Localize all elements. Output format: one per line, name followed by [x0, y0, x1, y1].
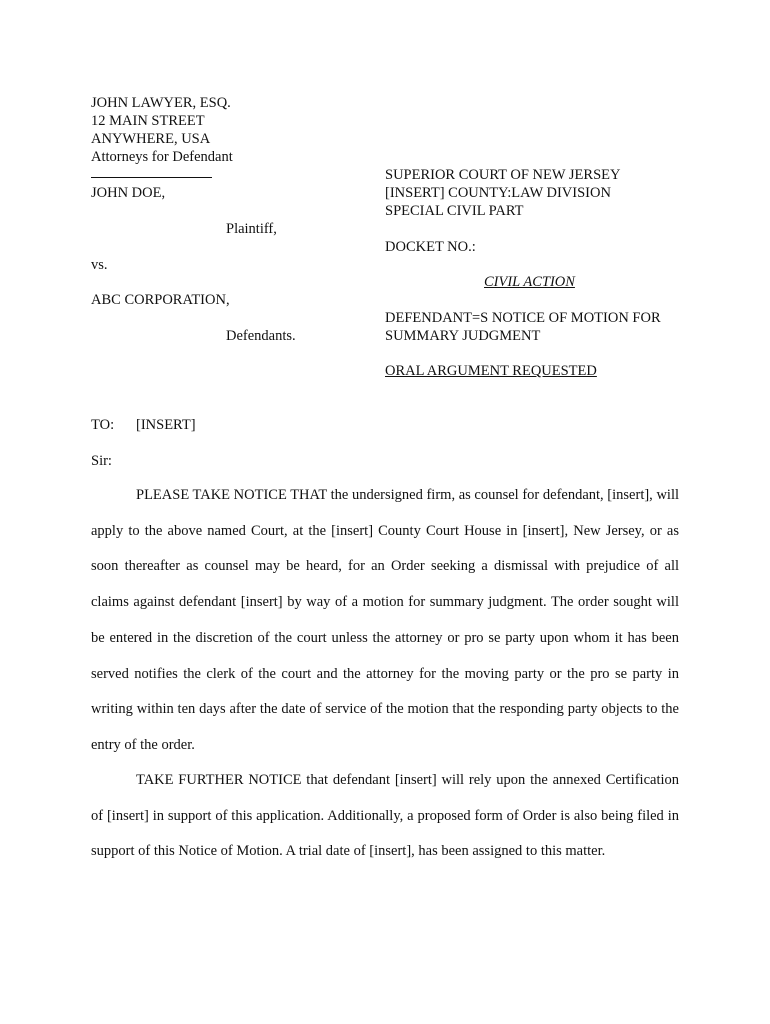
- notice-paragraph-2: TAKE FURTHER NOTICE that defendant [insert] will rely upon the annexed Certification of [insert] in support of this application. Additionally, a proposed form of Order is also being filed in support of this Notice of Motion. A trial date of [insert], has been assigned to this matter.: [91, 772, 679, 860]
- court-part: SPECIAL CIVIL PART: [385, 203, 524, 219]
- plaintiff-label: Plaintiff,: [226, 221, 277, 237]
- attorney-city: ANYWHERE, USA: [91, 131, 211, 147]
- signature-rule: [91, 177, 212, 178]
- court-county: [INSERT] COUNTY:LAW DIVISION: [385, 185, 611, 201]
- defendant-name: ABC CORPORATION,: [91, 292, 230, 308]
- docket-number: DOCKET NO.:: [385, 239, 476, 255]
- attorney-name: JOHN LAWYER, ESQ.: [91, 95, 231, 111]
- versus-text: vs.: [91, 257, 108, 273]
- civil-action-label: CIVIL ACTION: [484, 274, 575, 290]
- motion-title-line2: SUMMARY JUDGMENT: [385, 328, 541, 344]
- notice-paragraph-1: PLEASE TAKE NOTICE THAT the undersigned firm, as counsel for defendant, [insert], will apply to the above named Court, at the [insert] County Court House in [insert], New Jersey, or as soon thereafter as counsel may be heard, for an Order seeking a dismissal with prejudice of all claims against defendant [insert] by way of a motion for summary judgment. The order sought will be entered in the discretion of the court unless the attorney or pro se party upon whom it has been served notifies the clerk of the court and the attorney for the moving party or the pro se party in writing within ten days after the date of service of the motion that the responding party objects to the entry of the order.: [91, 487, 679, 753]
- court-name: SUPERIOR COURT OF NEW JERSEY: [385, 167, 621, 183]
- motion-title-line1: DEFENDANT=S NOTICE OF MOTION FOR: [385, 310, 661, 326]
- to-value: [INSERT]: [136, 417, 196, 433]
- defendant-label: Defendants.: [226, 328, 296, 344]
- salutation: Sir:: [91, 453, 112, 469]
- attorney-street: 12 MAIN STREET: [91, 113, 205, 129]
- attorney-role: Attorneys for Defendant: [91, 149, 233, 165]
- oral-argument-label: ORAL ARGUMENT REQUESTED: [385, 363, 597, 379]
- plaintiff-name: JOHN DOE,: [91, 185, 166, 201]
- to-label: TO:: [91, 417, 115, 433]
